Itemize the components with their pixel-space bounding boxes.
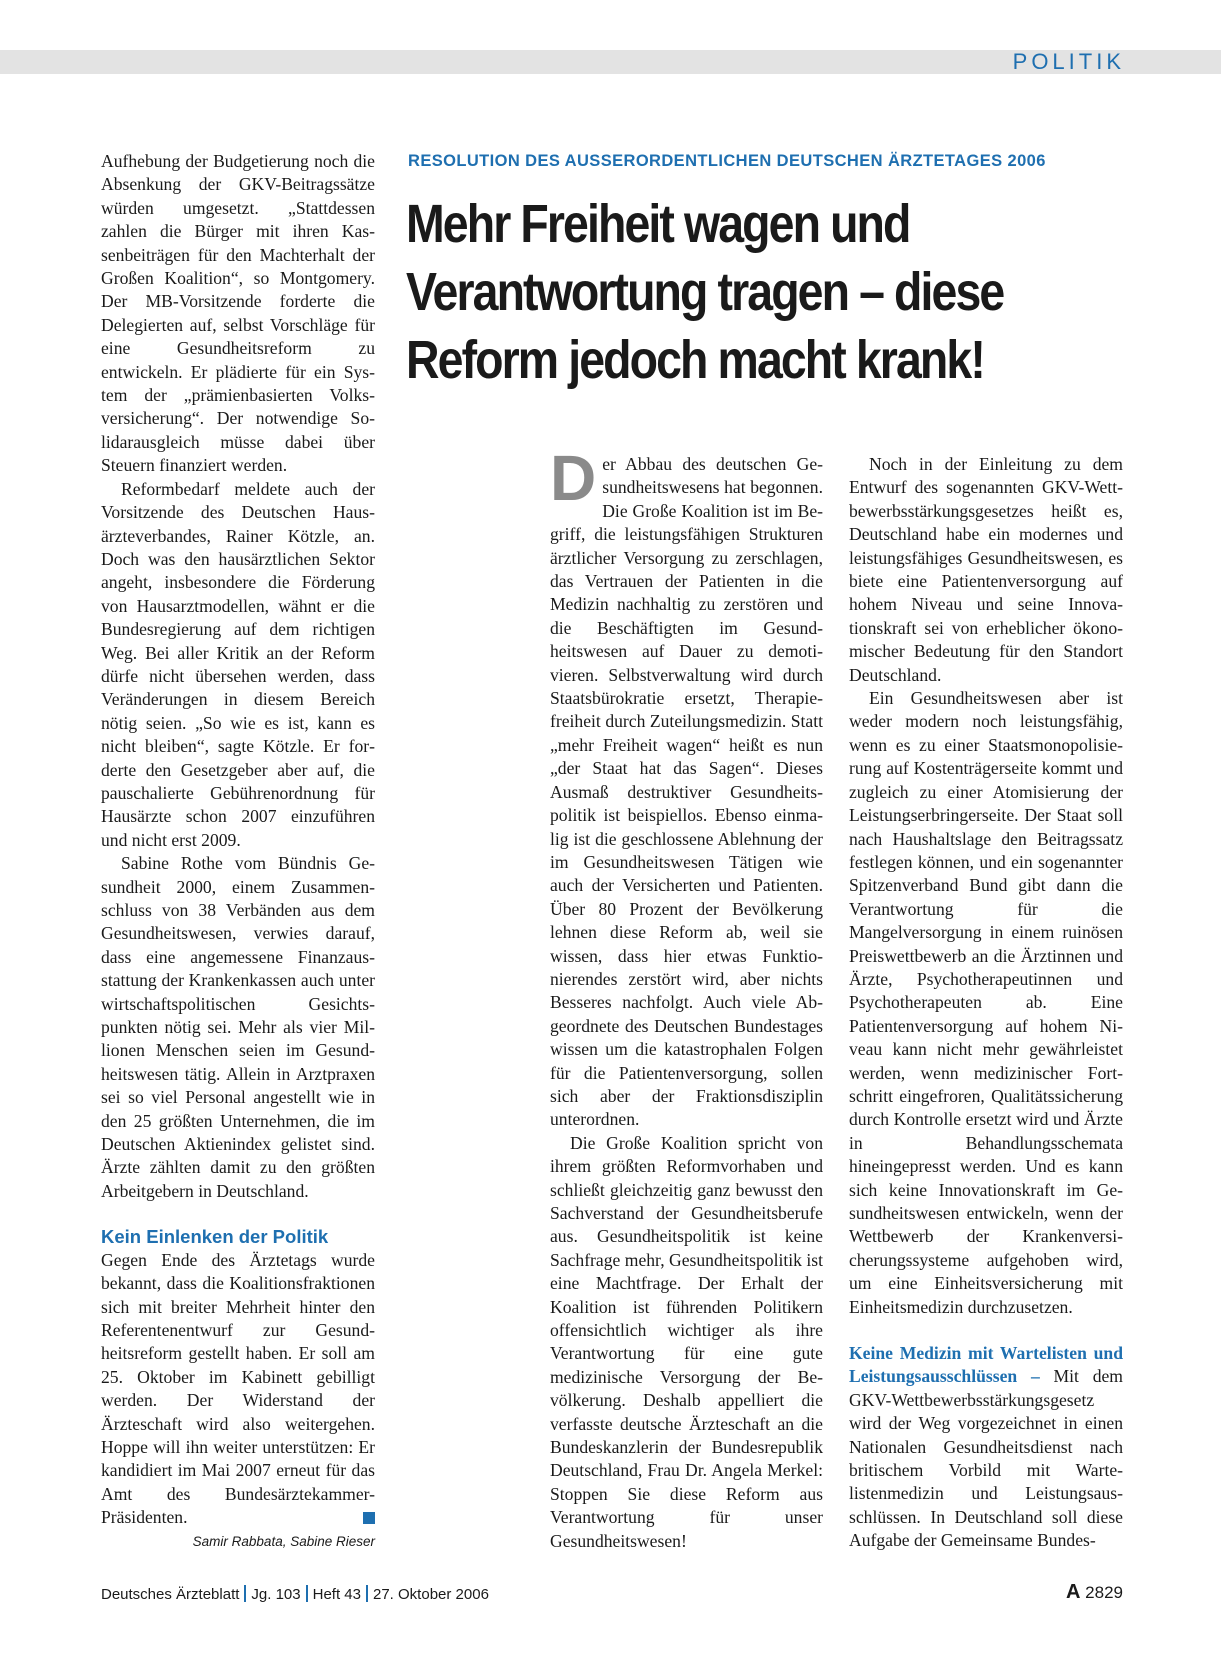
paragraph: Aufhebung der Budgetierung noch die Absenkung der GKV-Beitragssätze würden umgesetzt. „Stattdessen zahlen die Bürger mit ihren Kassenbeiträgen für den Machterhalt der Großen Koalition“, so Montgomery. Der MB-Vorsitzende forderte die Delegierten auf, selbst Vorschläge für eine Gesundheitsreform zu entwickeln. Er plädierte für ein System der „prämienbasierten Volksversicherung“. Der notwendige Solidarausgleich müsse dabei über Steuern finanziert werden.	[101, 151, 375, 476]
issue: Heft 43	[312, 1586, 361, 1603]
paragraph: Ein Gesundheitswesen aber ist weder modern noch leistungsfähig, wenn es zu einer Staatsmonopolisierung auf Kostenträgerseite kommt und zugleich zu einer Atomisierung der Leistungserbringerseite. Der Staat soll nach Haushaltslage den Beitragssatz festlegen können, und ein sogenannter Spitzenverband Bund gibt dann die Verantwortung für die Mangelversorgung in einem ruinösen Preiswettbewerb an die Ärztinnen und Ärzte, Psychotherapeutinnen und Psychotherapeuten ab. Eine Patientenversorgung auf hohem Niveau kann nicht mehr gewährleistet werden, wenn medizinischer Fortschritt eingefroren, Qualitätssicherung durch Kontrolle ersetzt wird und Ärzte in Behandlungsschemata hineingepresst werden. Und es kann sich keine Innovationskraft im Gesundheitswesen entwickeln, wenn der Wettbewerb der Krankenversicherungssysteme aufgehoben wird, um eine Einheitsversicherung mit Einheitsmedizin durchzusetzen.	[849, 688, 1123, 1317]
column-right	[849, 453, 1123, 1553]
page-number	[1066, 1581, 1123, 1604]
page-prefix: A	[1065, 1581, 1081, 1603]
paragraph	[849, 1342, 1123, 1553]
separator	[306, 1585, 308, 1602]
separator	[366, 1585, 368, 1602]
issue-date: 27. Oktober 2006	[373, 1586, 489, 1603]
headline-line: Mehr Freiheit wagen und	[406, 194, 910, 254]
page-number-value: 2829	[1085, 1583, 1123, 1602]
journal-name: Deutsches Ärzteblatt	[101, 1586, 240, 1603]
paragraph-text: Gegen Ende des Ärztetags wurde bekannt, dass die Koalitionsfraktionen sich mit breiter Mehrheit hinter den Referentenentwurf zur Gesundheitsreform gestellt haben. Er soll am 25. Oktober im Kabinett gebilligt werden. Der Widerstand der Ärzteschaft wird also weitergehen. Hoppe will ihn weiter unterstützen: Er kandidiert im Mai 2007 erneut für das Amt des Bundesärztekammer-Präsidenten.	[101, 1249, 375, 1528]
footer-citation	[101, 1585, 489, 1603]
paragraph	[550, 442, 823, 1132]
paragraph-text: er Abbau des deutschen Gesundheitswesens hat begonnen. Die Große Koalition ist im Begriff, die leistungsfähigen Strukturen ärztlicher Versorgung zu zerschlagen, das Vertrauen der Patienten in die Medizin nachhaltig zu zerstören und die Beschäftigten im Gesundheitswesen auf Dauer zu demotivieren. Selbstverwaltung wird durch Staatsbürokratie ersetzt, Therapiefreiheit durch Zuteilungsmedizin. Statt „mehr Freiheit wagen“ heißt es nun „der Staat hat das Sagen“. Dieses Ausmaß destruktiver Gesundheitspolitik ist beispiellos. Ebenso einmalig ist die geschlossene Ablehnung der im Gesundheitswesen Tätigen wie auch der Versicherten und Patienten. Über 80 Prozent der Bevölkerung lehnen diese Reform ab, weil sie wissen, dass hier etwas Funktionierendes zerstört wird, aber nichts Besseres nachfolgt. Auch viele Abgeordnete des Deutschen Bundestages wissen um die katastrophalen Folgen für die Patientenversorgung, sollen sich aber der Fraktionsdisziplin unterordnen.	[550, 454, 823, 1130]
drop-cap: D	[550, 442, 597, 514]
paragraph	[101, 1249, 375, 1530]
byline: Samir Rabbata, Sabine Rieser	[192, 1533, 375, 1549]
headline-line: Reform jedoch macht krank!	[406, 330, 984, 390]
column-left	[101, 150, 375, 1552]
paragraph: Noch in der Einleitung zu dem Entwurf des sogenannten GKV-Wettbewerbsstärkungsgesetzes heißt es, Deutschland habe ein modernes und leistungsfähiges Gesundheitswesen, es biete eine Patientenversorgung auf hohem Niveau und seine Innovationskraft sei von erheblicher ökonomischer Bedeutung für den Standort Deutschland.	[849, 454, 1123, 685]
subheading: Kein Einlenken der Politik	[101, 1226, 329, 1248]
separator	[244, 1585, 246, 1602]
headline	[406, 190, 1034, 394]
paragraph: Die Große Koalition spricht von ihrem größten Reformvorhaben und schließt gleichzeitig ganz bewusst den Sachverstand der Gesundheitsberufe aus. Gesundheitspolitik ist keine Sachfrage mehr, Gesundheitspolitik ist eine Machtfrage. Der Erhalt der Koalition ist führenden Politikern offensichtlich wichtiger als ihre Verantwortung für eine gute medizinische Versorgung der Bevölkerung. Deshalb appelliert die verfasste deutsche Ärzteschaft an die Bundeskanzlerin der Bundesrepublik Deutschland, Frau Dr. Angela Merkel: Stoppen Sie diese Reform aus Verantwortung für unser Gesundheitswesen!	[550, 1132, 823, 1551]
kicker: RESOLUTION DES AUSSERORDENTLICHEN DEUTSCHEN ÄRZTETAGES 2006	[408, 152, 1046, 170]
column-middle	[550, 442, 823, 1553]
paragraph-text: Mit dem GKV-Wettbewerbsstärkungsgesetz wird der Weg vorgezeichnet in einen Nationalen Gesundheitsdienst nach britischem Vorbild mit Wartelistenmedizin und Leistungsausschlüssen. In Deutschland soll diese Aufgabe der Gemeinsame Bundes-	[849, 1366, 1123, 1551]
volume: Jg. 103	[251, 1586, 301, 1603]
end-of-article-mark	[363, 1512, 375, 1524]
headline-line: Verantwortung tragen – diese	[406, 262, 1004, 322]
paragraph: Reformbedarf meldete auch der Vorsitzende des Deutschen Hausärzteverbandes, Rainer Kötzle, an. Doch was den hausärztlichen Sektor angeht, insbesondere die Förderung von Hausarztmodellen, wähnt er die Bundesregierung auf dem richtigen Weg. Bei aller Kritik an der Reform dürfe nicht übersehen werden, dass Veränderungen in diesem Bereich nötig seien. „So wie es ist, kann es nicht bleiben“, sagte Kötzle. Er forderte den Gesetzgeber aber auf, die pauschalierte Gebührenordnung für Hausärzte schon 2007 einzuführen und nicht erst 2009.	[101, 478, 375, 850]
section-label: POLITIK	[1012, 49, 1125, 74]
paragraph: Sabine Rothe vom Bündnis Gesundheit 2000, einem Zusammenschluss von 38 Verbänden aus dem Gesundheitswesen, verwies darauf, dass eine angemessene Finanzausstattung der Krankenkassen auch unter wirtschaftspolitischen Gesichtspunkten nötig sei. Mehr als vier Millionen Menschen seien im Gesundheitswesen tätig. Allein in Arztpraxen sei so viel Personal angestellt wie in den 25 größten Unternehmen, die im Deutschen Aktienindex gelistet sind. Ärzte zählten damit zu den größten Arbeitgebern in Deutschland.	[101, 853, 375, 1201]
run-in-heading: Keine Medizin mit Wartelisten und Leistungsausschlüssen –	[849, 1343, 1123, 1387]
